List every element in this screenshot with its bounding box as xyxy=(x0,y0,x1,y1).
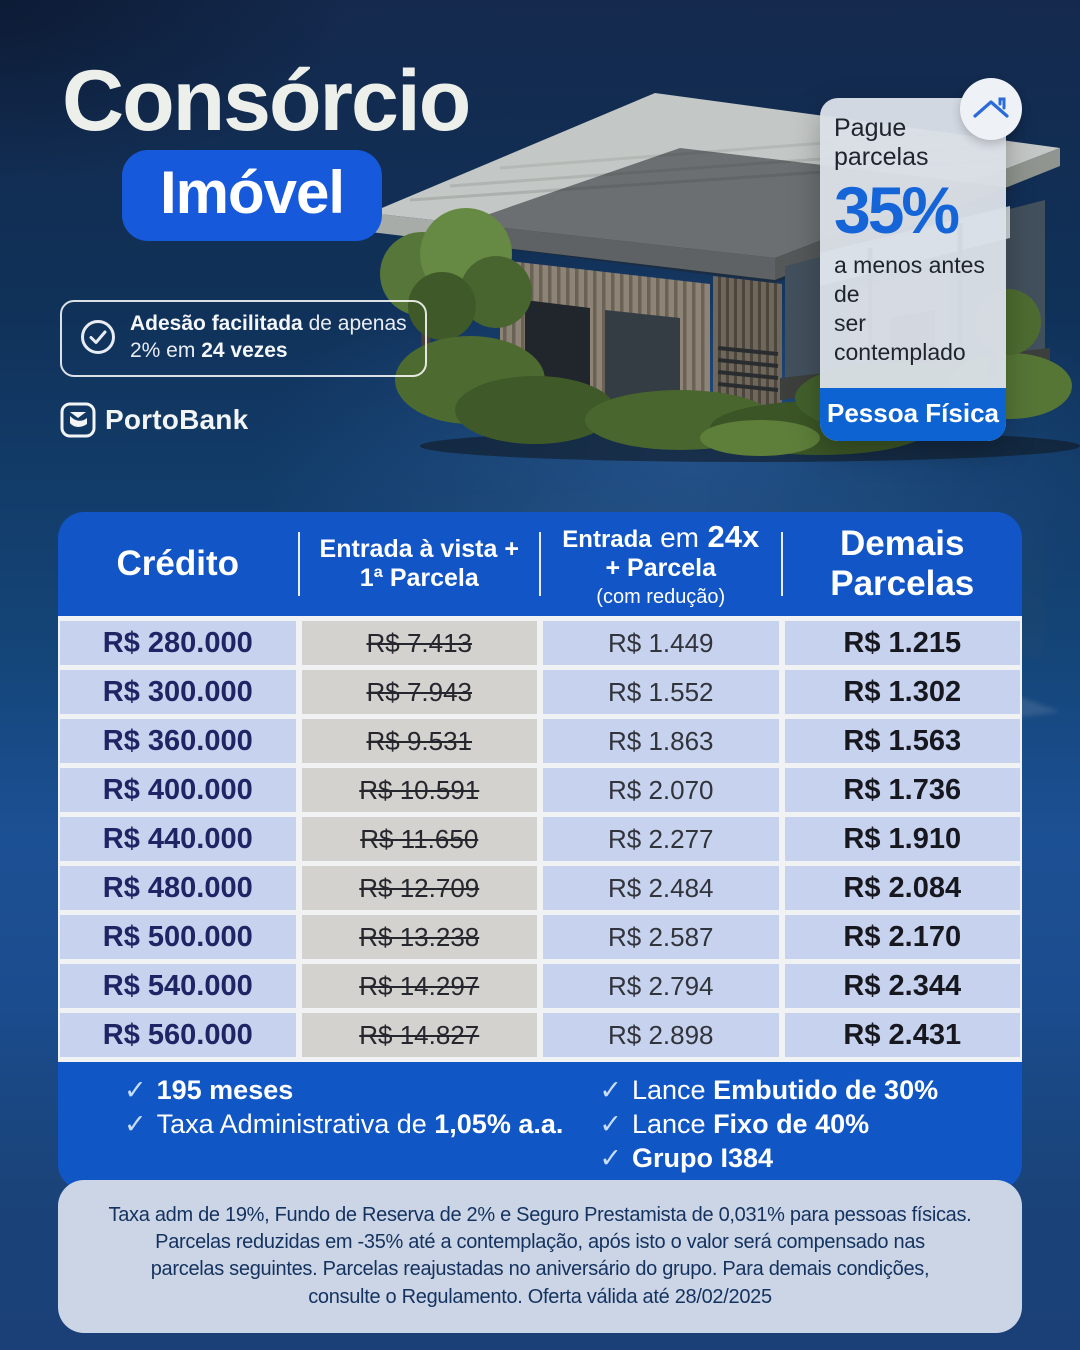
table-row xyxy=(60,719,1020,763)
cell-credito: R$ 360.000 xyxy=(60,719,296,763)
table-row xyxy=(60,670,1020,714)
features-left xyxy=(58,1074,563,1174)
check-circle-icon xyxy=(80,319,116,355)
feature-bold: Fixo de 40% xyxy=(713,1109,870,1139)
header-entrada-24x-reg: em xyxy=(660,521,700,553)
cell-entrada-vista: R$ 14.827 xyxy=(302,1013,538,1057)
check-icon: ✓ xyxy=(124,1075,147,1105)
feature-item xyxy=(599,1074,1022,1106)
adhesion-regular-1: de apenas xyxy=(302,312,407,335)
header-entrada-24x-bold-sm: Entrada xyxy=(562,525,652,553)
cell-credito: R$ 400.000 xyxy=(60,768,296,812)
table-row xyxy=(60,621,1020,665)
cell-demais: R$ 1.302 xyxy=(785,670,1021,714)
check-icon: ✓ xyxy=(124,1109,147,1139)
header-credito-label: Crédito xyxy=(116,543,239,583)
cell-entrada-24x: R$ 1.863 xyxy=(543,719,779,763)
header-entrada-24x xyxy=(541,512,781,616)
header-entrada-24x-bold-lg: 24x xyxy=(707,518,760,554)
header-entrada-vista-line2: 1ª Parcela xyxy=(359,564,479,592)
cell-entrada-24x: R$ 1.449 xyxy=(543,621,779,665)
roof-icon-circle xyxy=(960,78,1022,140)
cell-credito: R$ 500.000 xyxy=(60,915,296,959)
offer-body xyxy=(820,98,1006,378)
cell-demais: R$ 1.563 xyxy=(785,719,1021,763)
disclaimer-line: consulte o Regulamento. Oferta válida até 28/02/2025 xyxy=(308,1285,772,1308)
cell-demais: R$ 2.344 xyxy=(785,964,1021,1008)
offer-detail-line2: ser contemplado xyxy=(834,309,966,365)
header-demais xyxy=(783,512,1023,616)
feature-bold: 1,05% a.a. xyxy=(434,1109,564,1139)
table-row xyxy=(60,1013,1020,1057)
feature-item xyxy=(124,1074,563,1106)
adhesion-bold-1: Adesão facilitada xyxy=(130,312,303,335)
check-icon: ✓ xyxy=(599,1109,622,1139)
cell-demais: R$ 1.215 xyxy=(785,621,1021,665)
cell-entrada-24x: R$ 2.587 xyxy=(543,915,779,959)
cell-entrada-vista: R$ 9.531 xyxy=(302,719,538,763)
cell-entrada-vista: R$ 10.591 xyxy=(302,768,538,812)
portobank-wordmark: PortoBank xyxy=(105,404,249,435)
disclaimer-line: parcelas seguintes. Parcelas reajustadas no aniversário do grupo. Para demais condições, xyxy=(150,1258,930,1281)
cell-credito: R$ 560.000 xyxy=(60,1013,296,1057)
feature-bold: 195 meses xyxy=(156,1075,294,1105)
portobank-logo xyxy=(60,402,248,438)
feature-item xyxy=(599,1142,1022,1174)
cell-entrada-vista: R$ 12.709 xyxy=(302,866,538,910)
adhesion-regular-2: 2% em xyxy=(130,339,202,363)
page-title: Consórcio xyxy=(62,53,470,149)
feature-bold: Embutido de 30% xyxy=(713,1075,939,1105)
cell-entrada-vista: R$ 7.943 xyxy=(302,670,538,714)
cell-credito: R$ 540.000 xyxy=(60,964,296,1008)
cell-demais: R$ 2.431 xyxy=(785,1013,1021,1057)
feature-item xyxy=(124,1108,563,1140)
cell-entrada-vista: R$ 14.297 xyxy=(302,964,538,1008)
cell-entrada-24x: R$ 2.898 xyxy=(543,1013,779,1057)
offer-card xyxy=(820,98,1006,441)
cell-credito: R$ 280.000 xyxy=(60,621,296,665)
header-entrada-vista xyxy=(300,512,540,616)
cell-entrada-vista: R$ 13.238 xyxy=(302,915,538,959)
cell-entrada-24x: R$ 2.070 xyxy=(543,768,779,812)
table-row xyxy=(60,915,1020,959)
cell-demais: R$ 2.170 xyxy=(785,915,1021,959)
table-row xyxy=(60,817,1020,861)
cell-credito: R$ 300.000 xyxy=(60,670,296,714)
cell-entrada-24x: R$ 2.277 xyxy=(543,817,779,861)
header-entrada-vista-line1: Entrada à vista + xyxy=(319,535,519,564)
feature-prefix: Taxa Administrativa de xyxy=(156,1109,435,1139)
portobank-icon xyxy=(60,402,96,438)
cell-entrada-24x: R$ 2.794 xyxy=(543,964,779,1008)
cell-demais: R$ 2.084 xyxy=(785,866,1021,910)
table-row xyxy=(60,768,1020,812)
offer-intro: Pague parcelas xyxy=(834,114,929,171)
header-demais-line1: Demais xyxy=(839,523,965,563)
adhesion-bold-2: 24 vezes xyxy=(201,339,288,363)
pricing-table xyxy=(58,512,1022,1190)
adhesion-text xyxy=(130,310,407,365)
header-demais-line2: Parcelas xyxy=(830,564,975,603)
cell-credito: R$ 480.000 xyxy=(60,866,296,910)
pessoa-fisica-tag: Pessoa Física xyxy=(820,388,1006,441)
adhesion-badge xyxy=(60,300,427,377)
cell-entrada-24x: R$ 2.484 xyxy=(543,866,779,910)
cell-demais: R$ 1.736 xyxy=(785,768,1021,812)
subtitle-pill: Imóvel xyxy=(122,150,382,241)
legal-disclaimer xyxy=(58,1180,1022,1333)
roof-icon xyxy=(972,94,1010,124)
cell-credito: R$ 440.000 xyxy=(60,817,296,861)
disclaimer-line: Parcelas reduzidas em -35% até a contemplação, após isto o valor será compensado nas xyxy=(155,1231,925,1254)
header-entrada-24x-line1 xyxy=(562,519,759,555)
disclaimer-line: Taxa adm de 19%, Fundo de Reserva de 2% e Seguro Prestamista de 0,031% para pessoas físicas. xyxy=(108,1204,972,1226)
cell-entrada-vista: R$ 11.650 xyxy=(302,817,538,861)
check-icon: ✓ xyxy=(599,1143,622,1173)
offer-percent: 35% xyxy=(834,173,958,247)
feature-prefix: Lance xyxy=(631,1075,714,1105)
features-right xyxy=(563,1074,1022,1174)
feature-prefix: Lance xyxy=(631,1109,714,1139)
cell-entrada-24x: R$ 1.552 xyxy=(543,670,779,714)
offer-detail xyxy=(834,251,992,366)
table-footer-features xyxy=(58,1062,1022,1190)
feature-bold: Grupo I384 xyxy=(631,1143,774,1173)
header-entrada-24x-line2: + Parcela xyxy=(605,554,717,583)
header-entrada-24x-line3: (com redução) xyxy=(596,586,726,609)
cell-demais: R$ 1.910 xyxy=(785,817,1021,861)
table-body xyxy=(58,616,1022,1062)
header-credito xyxy=(58,512,298,616)
table-row xyxy=(60,866,1020,910)
cell-entrada-vista: R$ 7.413 xyxy=(302,621,538,665)
check-icon: ✓ xyxy=(599,1075,622,1105)
table-row xyxy=(60,964,1020,1008)
feature-item xyxy=(599,1108,1022,1140)
table-header xyxy=(58,512,1022,616)
offer-detail-line1: a menos antes de xyxy=(834,252,985,308)
